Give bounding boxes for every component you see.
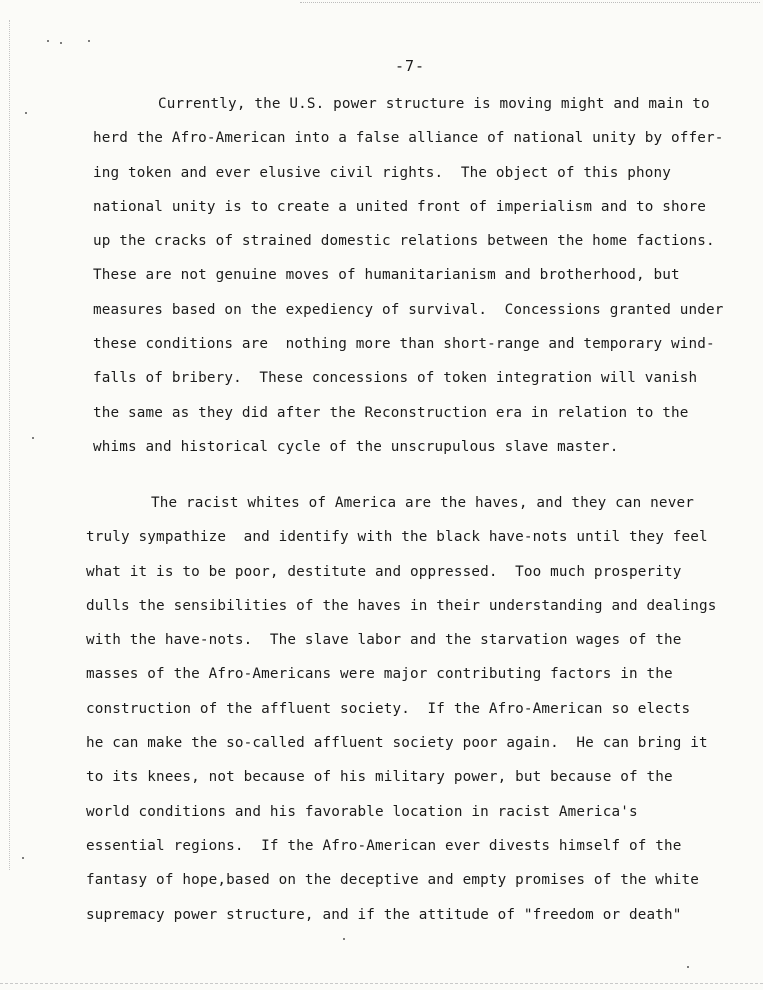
text-line: the same as they did after the Reconstruction era in relation to the bbox=[93, 404, 689, 421]
scan-speck bbox=[47, 40, 49, 42]
text-line: measures based on the expediency of survival. Concessions granted under bbox=[93, 301, 724, 318]
scan-speck bbox=[343, 938, 345, 940]
text-line: masses of the Afro-Americans were major contributing factors in the bbox=[86, 666, 673, 683]
text-line: fantasy of hope,based on the deceptive and empty promises of the white bbox=[86, 872, 700, 889]
scan-speck bbox=[60, 42, 62, 44]
paragraph-2 bbox=[86, 486, 717, 932]
scan-left-edge bbox=[9, 20, 10, 870]
text-line: essential regions. If the Afro-American ever divests himself of the bbox=[86, 837, 682, 854]
scan-speck bbox=[687, 966, 689, 968]
text-line: world conditions and his favorable location in racist America's bbox=[86, 803, 638, 820]
text-line: ing token and ever elusive civil rights. The object of this phony bbox=[93, 164, 671, 181]
text-line: whims and historical cycle of the unscrupulous slave master. bbox=[93, 438, 619, 455]
scan-top-edge bbox=[300, 2, 760, 3]
text-line: these conditions are nothing more than short-range and temporary wind- bbox=[93, 336, 715, 353]
text-line: with the have-nots. The slave labor and the starvation wages of the bbox=[86, 632, 682, 649]
text-line: up the cracks of strained domestic relations between the home factions. bbox=[93, 233, 715, 250]
text-line: The racist whites of America are the haves, and they can never bbox=[151, 495, 694, 511]
text-line: Currently, the U.S. power structure is moving might and main to bbox=[158, 96, 710, 112]
scan-speck bbox=[22, 857, 24, 859]
scan-speck bbox=[25, 112, 27, 114]
text-line: to its knees, not because of his military power, but because of the bbox=[86, 769, 673, 786]
paragraph-1 bbox=[93, 87, 724, 464]
text-line: truly sympathize and identify with the black have-nots until they feel bbox=[86, 529, 708, 546]
scan-speck bbox=[88, 40, 90, 42]
text-line: supremacy power structure, and if the attitude of "freedom or death" bbox=[86, 906, 682, 923]
text-line: national unity is to create a united front of imperialism and to shore bbox=[93, 198, 707, 215]
text-line: These are not genuine moves of humanitarianism and brotherhood, but bbox=[93, 267, 680, 284]
text-line: dulls the sensibilities of the haves in their understanding and dealings bbox=[86, 597, 717, 614]
text-line: what it is to be poor, destitute and oppressed. Too much prosperity bbox=[86, 563, 682, 580]
text-line: herd the Afro-American into a false alliance of national unity by offer- bbox=[93, 130, 724, 147]
scan-bottom-edge bbox=[0, 983, 763, 984]
text-line: he can make the so-called affluent society poor again. He can bring it bbox=[86, 735, 708, 752]
text-line: falls of bribery. These concessions of token integration will vanish bbox=[93, 370, 698, 387]
scan-speck bbox=[32, 437, 34, 439]
page-number: -7- bbox=[394, 57, 426, 75]
text-line: construction of the affluent society. If the Afro-American so elects bbox=[86, 700, 691, 717]
